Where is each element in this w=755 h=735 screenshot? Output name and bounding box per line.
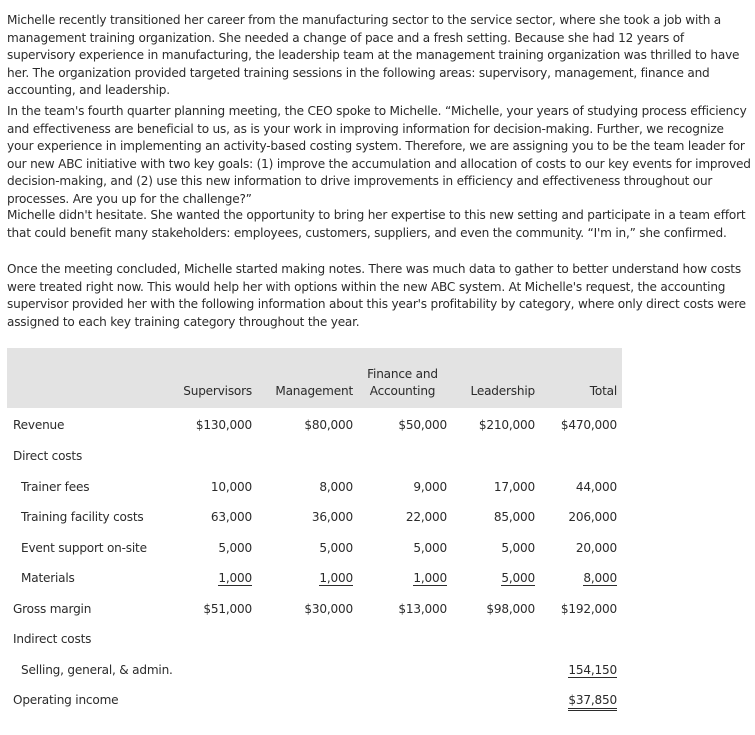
cell-total: 206,000 bbox=[568, 510, 617, 525]
intro-paragraph: Michelle recently transitioned her career from the manufacturing sector to the service sector, where she took a job with a management training organization. She needed a change of pace and a fresh setting. Because she had 12 years of supervisory experience in manufacturing, the leadership team at the management training organization was thrilled to have her. The organization provided targeted training sessions in the following areas: supervisory, management, finance and accounting, and leadership. bbox=[7, 13, 740, 97]
row-label: Revenue bbox=[13, 417, 65, 432]
row-label: Training facility costs bbox=[21, 510, 144, 525]
cell-total: 8,000 bbox=[583, 571, 617, 586]
cell-finance: 9,000 bbox=[413, 479, 447, 494]
cell-finance: 1,000 bbox=[413, 571, 447, 586]
header-management: Management bbox=[257, 348, 358, 408]
header-finance-line2: Accounting bbox=[369, 384, 436, 398]
cell-finance: 5,000 bbox=[413, 540, 447, 555]
header-blank bbox=[7, 348, 174, 408]
cell-finance: $50,000 bbox=[398, 417, 447, 432]
header-finance-line1: Finance and bbox=[367, 367, 438, 381]
cell-leadership: 5,000 bbox=[501, 571, 535, 586]
profitability-table bbox=[7, 348, 622, 716]
cell-management: $80,000 bbox=[304, 417, 353, 432]
cell-management: 1,000 bbox=[319, 571, 353, 586]
row-label: Selling, general, & admin. bbox=[21, 662, 173, 677]
cell-leadership: 85,000 bbox=[493, 510, 535, 525]
table-row bbox=[7, 441, 622, 472]
header-finance-accounting bbox=[358, 348, 452, 408]
cell-supervisors: 1,000 bbox=[218, 571, 252, 586]
cell-finance: $13,000 bbox=[398, 601, 447, 616]
cell-leadership: 17,000 bbox=[493, 479, 535, 494]
data-gathering-paragraph: Once the meeting concluded, Michelle started making notes. There was much data to gather to better understand how costs were treated right now. This would help her with options within the new ABC system. At Michelle's request, the accounting supervisor provided her with the following information about this year's profitability by category, where only direct costs were assigned to each key training category throughout the year. bbox=[7, 262, 746, 329]
cell-supervisors: 63,000 bbox=[210, 510, 252, 525]
michelle-response-paragraph: Michelle didn't hesitate. She wanted the opportunity to bring her expertise to this new setting and participate in a team effort that could benefit many stakeholders: employees, customers, suppliers, and even the community. “I'm in,” she confirmed. bbox=[7, 208, 746, 240]
cell-management: 5,000 bbox=[319, 540, 353, 555]
header-leadership: Leadership bbox=[452, 348, 540, 408]
cell-total: 44,000 bbox=[575, 479, 617, 494]
cell-management: $30,000 bbox=[304, 601, 353, 616]
table-row bbox=[7, 594, 622, 625]
cell-leadership: $210,000 bbox=[478, 417, 535, 432]
row-label: Direct costs bbox=[13, 449, 83, 464]
header-total: Total bbox=[540, 348, 622, 408]
table-row bbox=[7, 685, 622, 716]
cell-total: $192,000 bbox=[560, 601, 617, 616]
cell-total: $37,850 bbox=[540, 685, 622, 716]
row-label: Event support on-site bbox=[21, 540, 147, 555]
table-row bbox=[7, 472, 622, 503]
cell-supervisors: $51,000 bbox=[203, 601, 252, 616]
table-header bbox=[7, 348, 622, 408]
cell-leadership: $98,000 bbox=[486, 601, 535, 616]
cell-supervisors: $130,000 bbox=[195, 417, 252, 432]
table-row bbox=[7, 533, 622, 564]
cell-total: $470,000 bbox=[560, 417, 617, 432]
cell-supervisors: 5,000 bbox=[218, 540, 252, 555]
table-row bbox=[7, 624, 622, 655]
row-label: Trainer fees bbox=[21, 479, 90, 494]
cell-management: 8,000 bbox=[319, 479, 353, 494]
cell-management: 36,000 bbox=[311, 510, 353, 525]
cell-total: 154,150 bbox=[568, 662, 617, 677]
cell-supervisors: 10,000 bbox=[210, 479, 252, 494]
row-label: Operating income bbox=[13, 693, 119, 708]
ceo-meeting-paragraph: In the team's fourth quarter planning meeting, the CEO spoke to Michelle. “Michelle, your years of studying process efficiency and effectiveness are beneficial to us, as is your work in improving information for decision-making. Further, we recognize your experience in implementing an activity-based costing system. Therefore, we are assigning you to be the team leader for our new ABC initiative with two key goals: (1) improve the accumulation and allocation of costs to our key events for improved decision-making, and (2) use this new information to drive improvements in efficiency and effectiveness throughout our processes. Are you up for the challenge?” bbox=[7, 104, 751, 206]
table-row bbox=[7, 563, 622, 594]
table-row bbox=[7, 655, 622, 686]
row-label: Gross margin bbox=[13, 601, 92, 616]
table-row bbox=[7, 408, 622, 441]
cell-finance: 22,000 bbox=[405, 510, 447, 525]
row-label: Materials bbox=[21, 571, 75, 586]
cell-total: 20,000 bbox=[575, 540, 617, 555]
header-supervisors: Supervisors bbox=[174, 348, 257, 408]
row-label: Indirect costs bbox=[13, 632, 92, 647]
table-row bbox=[7, 502, 622, 533]
cell-leadership: 5,000 bbox=[501, 540, 535, 555]
